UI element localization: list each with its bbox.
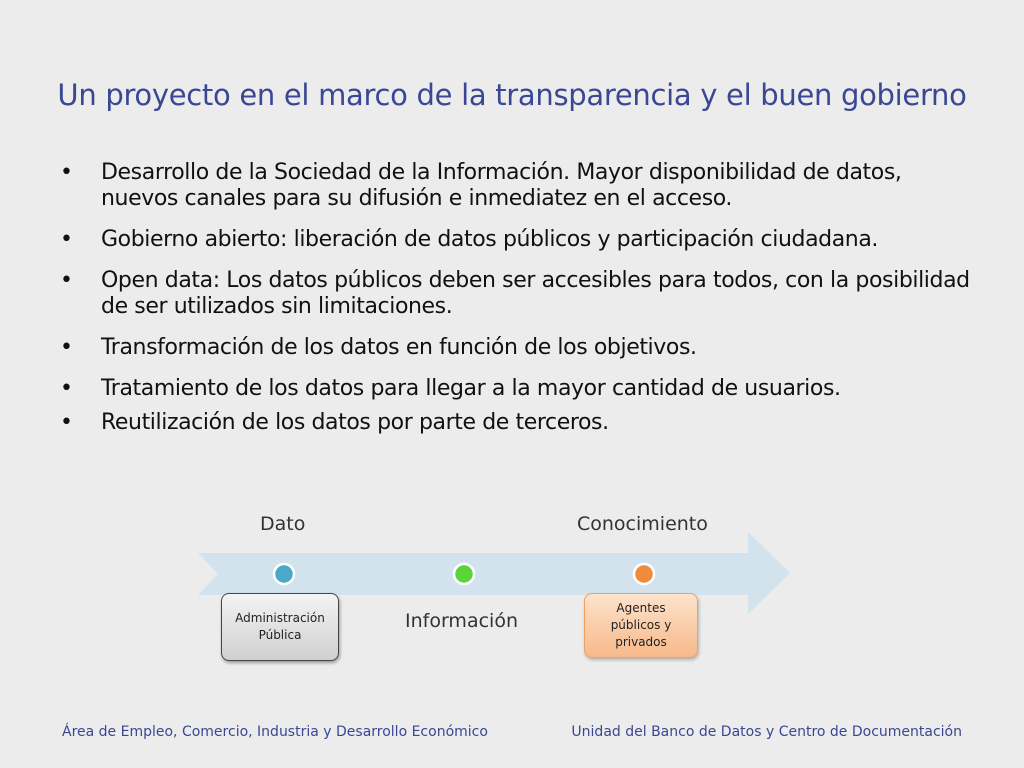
footer-left: Área de Empleo, Comercio, Industria y Desarrollo Económico [62, 724, 488, 740]
box-administracion-publica [221, 593, 339, 661]
box-agentes-label: Agentes públicos y privados [610, 601, 672, 649]
bullet-text: Reutilización de los datos por parte de terceros. [101, 410, 609, 435]
bullet-dot: • [60, 410, 73, 435]
slide-title: Un proyecto en el marco de la transparencia y el buen gobierno [57, 78, 967, 112]
bullet-text: Open data: Los datos públicos deben ser accesibles para todos, con la posibilidad de ser utilizados sin limitaciones. [101, 268, 970, 319]
box-agentes [584, 593, 698, 658]
stage-dot-conocimiento [634, 564, 654, 584]
bullet-text: Transformación de los datos en función de los objetivos. [101, 335, 697, 360]
stage-dot-dato [274, 564, 294, 584]
bullet-text: Desarrollo de la Sociedad de la Información. Mayor disponibilidad de datos, nuevos canales para su difusión e inmediatez en el acceso. [101, 160, 902, 211]
stage-dot-informacion [454, 564, 474, 584]
bullet-dot: • [60, 160, 73, 185]
stage-label-dato: Dato [260, 513, 306, 535]
bullet-dot: • [60, 227, 73, 252]
bullet-dot: • [60, 376, 73, 401]
bullet-dot: • [60, 268, 73, 293]
stage-label-conocimiento: Conocimiento [577, 513, 708, 535]
bullet-text: Gobierno abierto: liberación de datos públicos y participación ciudadana. [101, 227, 879, 252]
bullet-dot: • [60, 335, 73, 360]
bullet-text: Tratamiento de los datos para llegar a la mayor cantidad de usuarios. [101, 376, 841, 401]
stage-label-informacion: Información [405, 610, 518, 632]
footer-right: Unidad del Banco de Datos y Centro de Documentación [571, 724, 962, 740]
box-administracion-label: Administración Pública [235, 611, 325, 642]
